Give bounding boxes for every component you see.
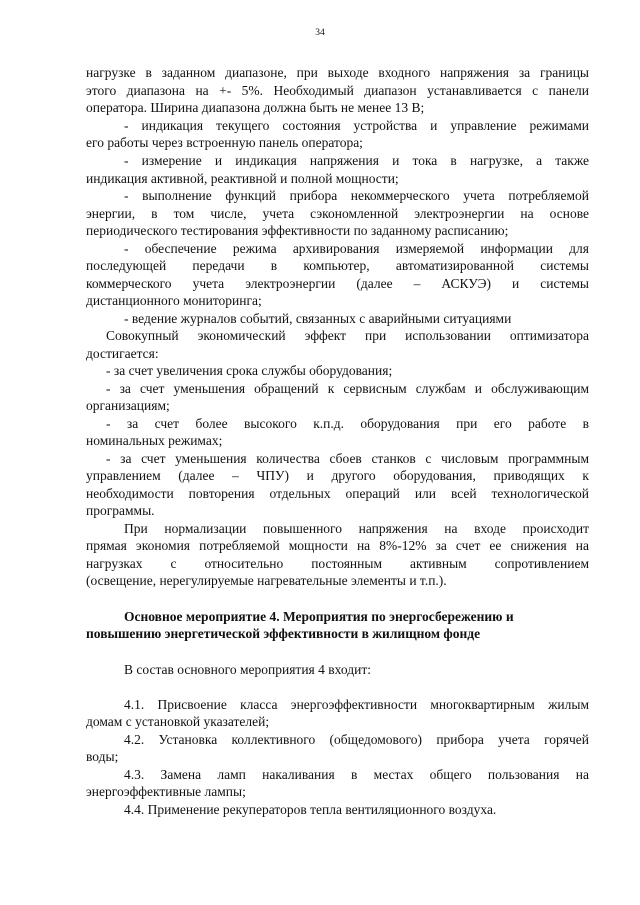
text-line: 4.2. Установка коллективного (общедомового) прибора учета горячей [124, 732, 589, 747]
text-line: его работы через встроенную панель оператора; [86, 135, 363, 150]
text-line: этого диапазона на +- 5%. Необходимый диапазон устанавливается с панели [86, 83, 589, 98]
text-line: энергии, в том числе, учета сэкономленной электроэнергии на основе [86, 206, 589, 221]
text-line: нагрузке в заданном диапазоне, при выходе входного напряжения за границы [86, 65, 589, 80]
text-line: - за счет более высокого к.п.д. оборудования при его работе в [106, 416, 589, 431]
text-line: достигается: [86, 346, 159, 361]
text-line: необходимости повторения отдельных операций или всей технологической [86, 486, 589, 501]
text-line: прямая экономия потребляемой мощности на 8%-12% за счет ее снижения на [86, 538, 589, 553]
text-line: номинальных режимах; [86, 433, 223, 448]
text-line: последующей передачи в компьютер, автоматизированной системы [86, 258, 589, 273]
text-line: - измерение и индикация напряжения и тока в нагрузке, а также [124, 153, 589, 168]
text-line: домам с установкой указателей; [86, 714, 270, 729]
text-line: (освещение, нерегулируемые нагревательные элементы и т.п.). [86, 573, 447, 588]
text-line: периодического тестирования эффективности по заданному расписанию; [86, 223, 509, 238]
text-line: - ведение журналов событий, связанных с аварийными ситуациями [124, 311, 512, 326]
page-number: 34 [315, 28, 325, 38]
text-line: оператора. Ширина диапазона должна быть не менее 13 В; [86, 100, 425, 115]
section-heading-line: Основное мероприятие 4. Мероприятия по энергосбережению и [124, 609, 514, 624]
text-line: - за счет уменьшения количества сбоев станков с числовым программным [106, 451, 589, 466]
text-line: - обеспечение режима архивирования измеряемой информации для [124, 241, 589, 256]
text-line: В состав основного мероприятия 4 входит: [124, 662, 371, 677]
text-line: Совокупный экономический эффект при использовании оптимизатора [106, 328, 589, 343]
section-heading-line: повышению энергетической эффективности в жилищном фонде [86, 626, 481, 641]
text-line: воды; [86, 749, 119, 764]
text-line: - за счет увеличения срока службы оборудования; [106, 363, 393, 378]
text-line: организациям; [86, 398, 170, 413]
text-line: При нормализации повышенного напряжения на входе происходит [124, 521, 589, 536]
text-line: программы. [86, 503, 155, 518]
text-line: - за счет уменьшения обращений к сервисным службам и обслуживающим [106, 381, 589, 396]
text-line: 4.1. Присвоение класса энергоэффективности многоквартирным жилым [124, 697, 589, 712]
text-line: индикация активной, реактивной и полной мощности; [86, 171, 399, 186]
text-line: энергоэффективные лампы; [86, 784, 246, 799]
text-line: управлением (далее – ЧПУ) и другого оборудования, приводящих к [86, 468, 589, 483]
text-line: 4.3. Замена ламп накаливания в местах общего пользования на [124, 767, 589, 782]
text-line: - индикация текущего состояния устройства и управление режимами [124, 118, 589, 133]
text-line: нагрузках с относительно постоянным активным сопротивлением [86, 556, 589, 571]
text-line: 4.4. Применение рекуператоров тепла вентиляционного воздуха. [124, 802, 497, 817]
text-line: коммерческого учета электроэнергии (далее – АСКУЭ) и системы [86, 276, 589, 291]
text-line: дистанционного мониторинга; [86, 293, 262, 308]
text-line: - выполнение функций прибора некоммерческого учета потребляемой [124, 188, 589, 203]
